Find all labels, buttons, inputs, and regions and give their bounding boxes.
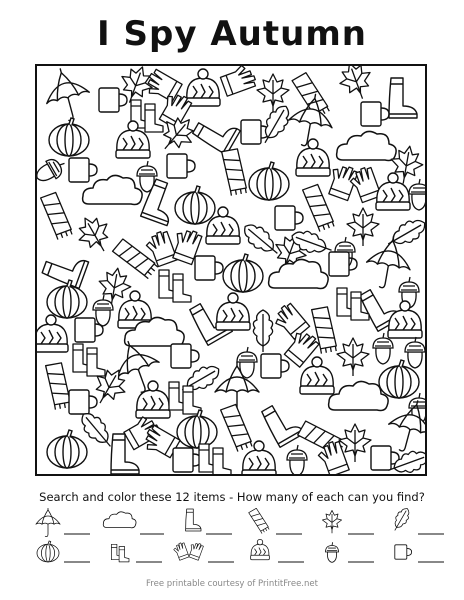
- puzzle-illustration: [37, 66, 427, 476]
- legend-rain-boot: [186, 509, 232, 534]
- legend-umbrella: [36, 508, 90, 537]
- legend-oak-leaf: [390, 508, 444, 534]
- legend-pumpkin: [37, 541, 90, 562]
- legend-acorn: [326, 542, 375, 562]
- puzzle-frame: [35, 64, 427, 476]
- legend-scarf: [249, 508, 302, 534]
- legend-cloud: [103, 512, 164, 534]
- instructions: Search and color these 12 items - How many of each can you find?: [39, 490, 425, 504]
- legend-socks: [111, 544, 162, 562]
- legend-knit-hat: [251, 539, 304, 562]
- legend-gloves: [172, 541, 234, 562]
- credit-line: Free printable courtesy of PrintitFree.net: [146, 579, 318, 589]
- item-legend: [30, 508, 450, 568]
- legend-maple-leaf: [322, 510, 374, 534]
- legend-mug: [395, 545, 444, 562]
- page-title: I Spy Autumn: [97, 14, 367, 54]
